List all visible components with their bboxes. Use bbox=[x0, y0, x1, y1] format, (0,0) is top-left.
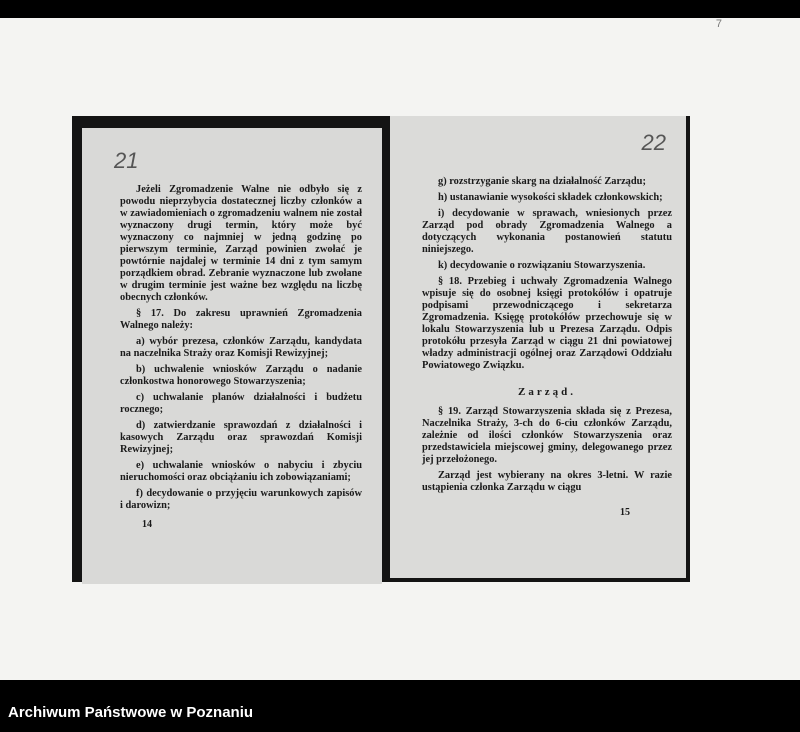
section-heading-zarzad: Zarząd. bbox=[518, 386, 576, 398]
right-folio-number: 22 bbox=[641, 130, 666, 155]
paragraph-section-19: § 19. Zarząd Stowarzyszenia składa się z Prezesa, Naczelnika Straży, 3-ch do 6-ciu członków Zarządu, zależnie od ilości członków Stowarzyszenia oraz przedstawiciela miejscowej gminy, delegowanego przez jej przełożonego. bbox=[422, 406, 672, 465]
paragraph-section-18: § 18. Przebieg i uchwały Zgromadzenia Walnego wpisuje się do osobnej księgi protokółów i opatruje podpisami przewodniczącego i sekretarza Zgromadzenia. Księgę protokółów przechowuje się w lokalu Stowarzyszenia lub u Prezesa Zarządu. Odpis protokółu przesyła Zarząd w ciągu 21 dni powiatowej władzy administracji ogólnej oraz Zarządowi Oddziału Powiatowego Związku. bbox=[422, 276, 672, 371]
archive-credit: Archiwum Państwowe w Poznaniu bbox=[8, 704, 254, 721]
left-page-number: 14 bbox=[142, 519, 152, 530]
list-item-f: f) decydowanie o przyjęciu warunkowych zapisów i darowizn; bbox=[120, 488, 362, 511]
left-page bbox=[82, 128, 382, 584]
left-folio-number: 21 bbox=[114, 148, 139, 173]
right-page-number: 15 bbox=[620, 507, 630, 518]
paragraph-section-17: § 17. Do zakresu uprawnień Zgromadzenia Walnego należy: bbox=[120, 308, 362, 331]
list-item-a: a) wybór prezesa, członków Zarządu, kandydata na naczelnika Straży oraz Komisji Rewizyjnej; bbox=[120, 336, 362, 359]
list-item-d: d) zatwierdzanie sprawozdań z działalności i kasowych Zarządu oraz sprawozdań Komisji Rewizyjnej; bbox=[120, 420, 362, 455]
list-item-k: k) decydowanie o rozwiązaniu Stowarzyszenia. bbox=[438, 260, 646, 271]
document-scan bbox=[72, 116, 690, 582]
list-item-h: h) ustanawianie wysokości składek członkowskich; bbox=[438, 192, 663, 203]
list-item-c: c) uchwalanie planów działalności i budżetu rocznego; bbox=[120, 392, 362, 415]
paragraph-walne-termin: Jeżeli Zgromadzenie Walne nie odbyło się z powodu nieprzybycia dostatecznej liczby członków a w zawiadomieniach o zgromadzeniu walnem nie został wyznaczony drugi termin, który może być wyznaczony co najmniej w jedną godzinę po pierwszym terminie, Zarząd powinien zwołać je powtórnie najdalej w terminie 14 dni z tym samym porządkiem obrad. Zebranie wyznaczone lub zwołane w drugim terminie jest ważne bez względu na liczbę obecnych członków. bbox=[120, 184, 362, 303]
list-item-g: g) rozstrzyganie skarg na działalność Zarządu; bbox=[438, 176, 646, 187]
pencil-mark: 7 bbox=[715, 18, 722, 30]
list-item-b: b) uchwalenie wniosków Zarządu o nadanie członkostwa honorowego Stowarzyszenia; bbox=[120, 364, 362, 387]
paragraph-term-of-office: Zarząd jest wybierany na okres 3-letni. W razie ustąpienia członka Zarządu w ciągu bbox=[422, 470, 672, 493]
right-page bbox=[390, 116, 686, 578]
list-item-e: e) uchwalanie wniosków o nabyciu i zbyciu nieruchomości oraz obciążaniu ich zobowiązaniami; bbox=[120, 460, 362, 483]
list-item-i: i) decydowanie w sprawach, wniesionych przez Zarząd pod obrady Zgromadzenia Walnego a dotyczących wykonania postanowień statutu niniejszego. bbox=[422, 208, 672, 255]
